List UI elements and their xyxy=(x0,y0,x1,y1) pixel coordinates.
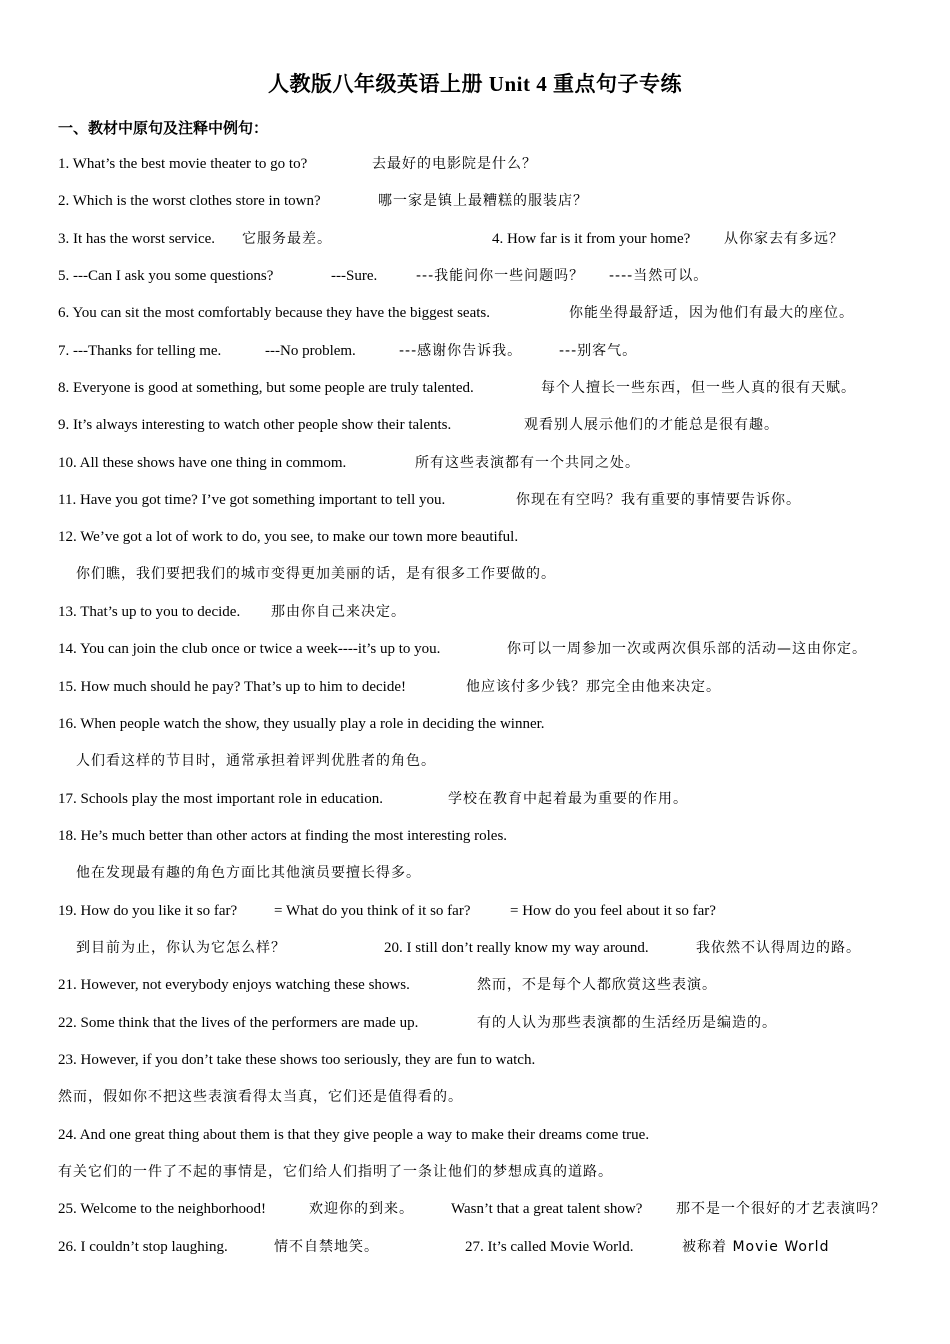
english-text: = How do you feel about it so far? xyxy=(510,903,716,919)
page-title: 人教版八年级英语上册 Unit 4 重点句子专练 xyxy=(268,72,682,96)
english-text: 13. That’s up to you to decide. xyxy=(58,604,241,620)
chinese-translation: 所有这些表演都有一个共同之处。 xyxy=(415,455,640,471)
english-text: 7. ---Thanks for telling me. xyxy=(58,343,222,359)
chinese-translation: 情不自禁地笑。 xyxy=(274,1239,379,1255)
english-text: 18. He’s much better than other actors at finding the most interesting roles. xyxy=(58,828,508,844)
chinese-translation: 你们瞧，我们要把我们的城市变得更加美丽的话，是有很多工作要做的。 xyxy=(76,566,556,582)
chinese-translation: 观看别人展示他们的才能总是很有趣。 xyxy=(524,417,779,433)
english-text: 4. How far is it from your home? xyxy=(492,231,691,247)
english-text: 24. And one great thing about them is that they give people a way to make their dreams come true. xyxy=(58,1127,650,1143)
chinese-translation: 学校在教育中起着最为重要的作用。 xyxy=(448,791,688,807)
english-text: 19. How do you like it so far? xyxy=(58,903,238,919)
chinese-translation: 有的人认为那些表演都的生活经历是编造的。 xyxy=(477,1015,777,1031)
chinese-translation: 他在发现最有趣的角色方面比其他演员要擅长得多。 xyxy=(76,865,421,881)
chinese-translation: 被称着 Movie World xyxy=(682,1239,830,1255)
chinese-translation: ---别客气。 xyxy=(559,343,638,359)
english-text: 11. Have you got time? I’ve got something important to tell you. xyxy=(58,492,446,508)
english-text: ---Sure. xyxy=(331,268,378,284)
chinese-translation: ---我能问你一些问题吗？ xyxy=(416,268,585,284)
chinese-translation: 然而，假如你不把这些表演看得太当真，它们还是值得看的。 xyxy=(58,1089,463,1105)
english-text: 22. Some think that the lives of the performers are made up. xyxy=(58,1015,419,1031)
english-text: 6. You can sit the most comfortably because they have the biggest seats. xyxy=(58,305,490,321)
english-text: 15. How much should he pay? That’s up to him to decide! xyxy=(58,679,406,695)
english-text: 20. I still don’t really know my way around. xyxy=(384,940,649,956)
english-text: 26. I couldn’t stop laughing. xyxy=(58,1239,228,1255)
english-text: 23. However, if you don’t take these shows too seriously, they are fun to watch. xyxy=(58,1052,536,1068)
english-text: Wasn’t that a great talent show? xyxy=(451,1201,643,1217)
chinese-translation: 有关它们的一件了不起的事情是，它们给人们指明了一条让他们的梦想成真的道路。 xyxy=(58,1164,613,1180)
english-text: 10. All these shows have one thing in commom. xyxy=(58,455,347,471)
chinese-translation: 你能坐得最舒适，因为他们有最大的座位。 xyxy=(569,305,854,321)
chinese-translation: 你可以一周参加一次或两次俱乐部的活动—这由你定。 xyxy=(507,641,867,657)
english-text: ---No problem. xyxy=(265,343,356,359)
section-heading: 一、教材中原句及注释中例句： xyxy=(58,121,269,137)
english-text: 25. Welcome to the neighborhood! xyxy=(58,1201,267,1217)
english-text: 8. Everyone is good at something, but some people are truly talented. xyxy=(58,380,474,396)
chinese-translation: ----当然可以。 xyxy=(609,268,709,284)
chinese-translation: 每个人擅长一些东西，但一些人真的很有天赋。 xyxy=(541,380,856,396)
chinese-translation: 人们看这样的节目时，通常承担着评判优胜者的角色。 xyxy=(76,753,436,769)
english-text: = What do you think of it so far? xyxy=(274,903,471,919)
chinese-translation: 然而，不是每个人都欣赏这些表演。 xyxy=(477,977,717,993)
chinese-translation: 哪一家是镇上最糟糕的服装店？ xyxy=(378,193,588,209)
chinese-translation: 到目前为止，你认为它怎么样？ xyxy=(76,940,286,956)
english-text: 12. We’ve got a lot of work to do, you see, to make our town more beautiful. xyxy=(58,529,519,545)
english-text: 5. ---Can I ask you some questions? xyxy=(58,268,274,284)
chinese-translation: 欢迎你的到来。 xyxy=(309,1201,414,1217)
chinese-translation: 从你家去有多远？ xyxy=(724,231,844,247)
english-text: 2. Which is the worst clothes store in town? xyxy=(58,193,321,209)
english-text: 14. You can join the club once or twice a week----it’s up to you. xyxy=(58,641,441,657)
chinese-translation: 去最好的电影院是什么？ xyxy=(372,156,537,172)
chinese-translation: ---感谢你告诉我。 xyxy=(399,343,523,359)
english-text: 3. It has the worst service. xyxy=(58,231,216,247)
english-text: 27. It’s called Movie World. xyxy=(465,1239,634,1255)
chinese-translation: 那不是一个很好的才艺表演吗？ xyxy=(676,1201,886,1217)
english-text: 1. What’s the best movie theater to go to? xyxy=(58,156,308,172)
chinese-translation: 我依然不认得周边的路。 xyxy=(696,940,861,956)
english-text: 16. When people watch the show, they usually play a role in deciding the winner. xyxy=(58,716,545,732)
chinese-translation: 那由你自己来决定。 xyxy=(271,604,406,620)
chinese-translation: 他应该付多少钱？那完全由他来决定。 xyxy=(466,679,721,695)
english-text: 17. Schools play the most important role in education. xyxy=(58,791,383,807)
english-text: 9. It’s always interesting to watch other people show their talents. xyxy=(58,417,452,433)
chinese-translation: 你现在有空吗？我有重要的事情要告诉你。 xyxy=(516,492,801,508)
english-text: 21. However, not everybody enjoys watching these shows. xyxy=(58,977,410,993)
chinese-translation: 它服务最差。 xyxy=(242,231,332,247)
